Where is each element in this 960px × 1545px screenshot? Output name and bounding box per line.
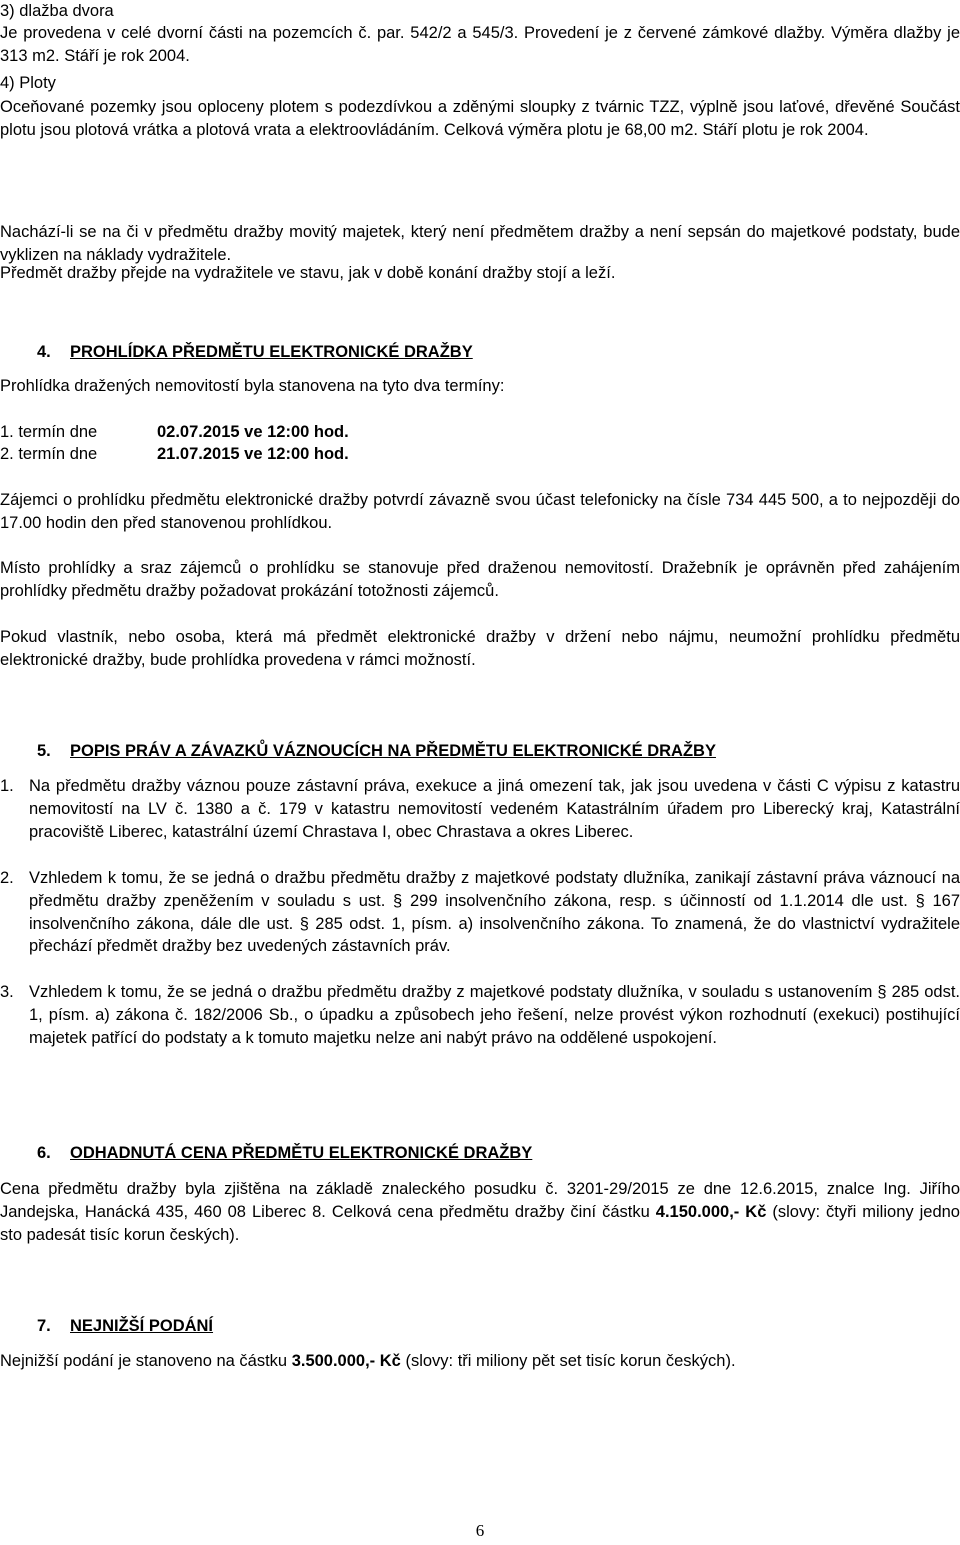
estimated-price-amount: 4.150.000,- Kč [655, 1202, 767, 1221]
list-item-marker: 1. [0, 777, 14, 795]
zajemci-paragraph: Zájemci o prohlídku předmětu elektronické dražby potvrdí závazně svou účast telefonicky na čísle 734 445 500, a to nejpozději do 17.00 hodin den před stanovenou prohlídkou. [0, 491, 960, 532]
viewing-term-row [0, 421, 349, 443]
list-item-text: Vzhledem k tomu, že se jedná o dražbu předmětu dražby z majetkové podstaty dlužníka, zanikají zástavní práva váznoucí na předmětu dražby zpeněžením v souladu s ust. § 299 insolvenčního zákona, resp. s účinností od 1.1.2014 dle ust. § 167 insolvenčního zákona, dále dle ust. § 285 odst. 1, písm. a) insolvenčního zákona. To znamená, že do vlastnictví vydražitele přechází předmět dražby bez uvedených zástavních práv. [29, 869, 960, 956]
minimum-bid-text: Nejnižší podání je stanoveno na částku [0, 1352, 292, 1370]
dlazba-text: Je provedena v celé dvorní části na pozemcích č. par. 542/2 a 545/3. Provedení je z červené zámkové dlažby. Výměra dlažby je 313 m2. Stáří je rok 2004. [0, 24, 960, 65]
dlazba-heading: 3) dlažba dvora [0, 2, 114, 20]
list-item-text: Na předmětu dražby váznou pouze zástavní práva, exekuce a jiná omezení tak, jak jsou uvedena v části C výpisu z katastru nemovitostí na LV č. 1380 a č. 179 v katastru nemovitostí vedeném Katastrálním úřadem pro Liberecký kraj, Katastrální pracoviště Liberec, katastrální území Chrastava I, obec Chrastava a okres Liberec. [29, 777, 960, 841]
list-item [0, 867, 960, 958]
section-7-heading [37, 1315, 213, 1337]
section-7-number: 7. [37, 1317, 51, 1335]
minimum-bid-paragraph [0, 1350, 960, 1373]
section-6-heading [37, 1142, 532, 1164]
vlastnik-paragraph: Pokud vlastník, nebo osoba, která má předmět elektronické dražby v držení nebo nájmu, neumožní prohlídku předmětu elektronické dražby, bude prohlídka provedena v rámci možností. [0, 628, 960, 669]
section-5-number: 5. [37, 742, 51, 760]
section-4-heading [37, 341, 473, 363]
section-5-title: POPIS PRÁV A ZÁVAZKŮ VÁZNOUCÍCH NA PŘEDMĚTU ELEKTRONICKÉ DRAŽBY [70, 742, 716, 760]
viewing-term-row [0, 443, 349, 465]
list-item [0, 775, 960, 843]
estimated-price-paragraph [0, 1178, 960, 1246]
list-item [0, 981, 960, 1049]
movity-majetek-paragraph: Nachází-li se na či v předmětu dražby movitý majetek, který není předmětem dražby a není sepsán do majetkové podstaty, bude vyklizen na náklady vydražitele. [0, 223, 960, 264]
ploty-text: Oceňované pozemky jsou oploceny plotem s podezdívkou a zděnými sloupky z tvárnic TZZ, výplně jsou laťové, dřevěné Součást plotu jsou plotová vrátka a plotová vrata a elektroovládáním. Celková výměra plotu je 68,00 m2. Stáří plotu je rok 2004. [0, 98, 960, 139]
minimum-bid-amount: 3.500.000,- Kč [291, 1352, 401, 1370]
section-4-intro: Prohlídka dražených nemovitostí byla stanovena na tyto dva termíny: [0, 377, 505, 395]
list-item-marker: 2. [0, 869, 14, 887]
section-4-number: 4. [37, 343, 51, 361]
estimated-price-words: (slovy: čtyři miliony jedno sto padesát tisíc korun českých). [0, 1202, 960, 1244]
viewing-term-value: 02.07.2015 ve 12:00 hod. [157, 423, 349, 441]
section-4-title: PROHLÍDKA PŘEDMĚTU ELEKTRONICKÉ DRAŽBY [70, 343, 473, 361]
ploty-heading: 4) Ploty [0, 74, 56, 92]
page-number: 6 [475, 1521, 485, 1540]
viewing-term-label: 1. termín dne [0, 423, 98, 441]
section-7-title: NEJNIŽŠÍ PODÁNÍ [70, 1317, 214, 1335]
estimated-price-text: Cena předmětu dražby byla zjištěna na základě znaleckého posudku č. 3201-29/2015 ze dne 12.6.2015, znalce Ing. Jiřího Jandejska, Hanácká 435, 460 08 Liberec 8. Celková cena předmětu dražby činí částku [0, 1180, 960, 1221]
section-6-title: ODHADNUTÁ CENA PŘEDMĚTU ELEKTRONICKÉ DRAŽBY [70, 1144, 533, 1162]
section-6-number: 6. [37, 1144, 51, 1162]
viewing-term-value: 21.07.2015 ve 12:00 hod. [157, 445, 349, 463]
list-item-marker: 3. [0, 983, 14, 1001]
stav-paragraph: Předmět dražby přejde na vydražitele ve stavu, jak v době konání dražby stojí a leží. [0, 264, 616, 282]
viewing-term-label: 2. termín dne [0, 445, 98, 463]
list-item-text: Vzhledem k tomu, že se jedná o dražbu předmětu dražby z majetkové podstaty dlužníka, v souladu s ustanovením § 285 odst. 1, písm. a) zákona č. 182/2006 Sb., o úpadku a způsobech jeho řešení, nelze provést výkon rozhodnutí (exekuci) postihující majetek patřící do podstaty a k tomuto majetku nelze ani nabýt právo na oddělené uspokojení. [29, 983, 960, 1047]
minimum-bid-words: (slovy: tři miliony pět set tisíc korun českých). [400, 1352, 736, 1370]
misto-prohlidky-paragraph: Místo prohlídky a sraz zájemců o prohlídku se stanovuje před draženou nemovitostí. Dražebník je oprávněn před zahájením prohlídky předmětu dražby požadovat prokázání totožnosti zájemců. [0, 559, 960, 600]
section-5-heading [37, 740, 716, 762]
